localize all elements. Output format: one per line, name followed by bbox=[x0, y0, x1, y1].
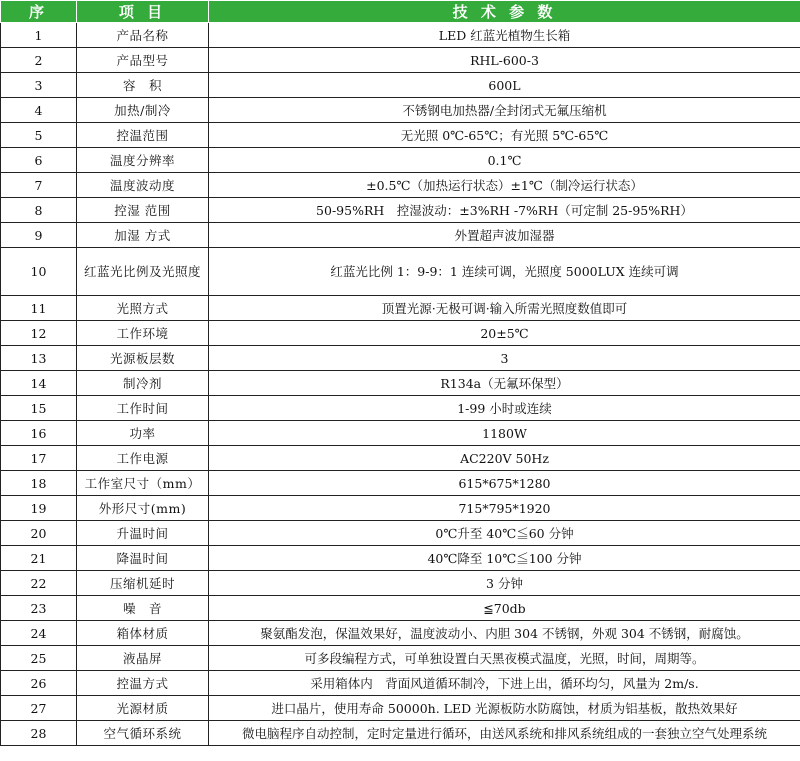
row-value: ±0.5℃（加热运行状态）±1℃（制冷运行状态） bbox=[209, 173, 800, 198]
row-item-name: 红蓝光比例及光照度 bbox=[77, 248, 209, 296]
row-index: 18 bbox=[1, 471, 77, 496]
table-row bbox=[1, 696, 800, 721]
row-value: 不锈钢电加热器/全封闭式无氟压缩机 bbox=[209, 98, 800, 123]
row-value: 0.1℃ bbox=[209, 148, 800, 173]
row-value: 600L bbox=[209, 73, 800, 98]
row-index: 13 bbox=[1, 346, 77, 371]
table-row bbox=[1, 123, 800, 148]
row-index: 9 bbox=[1, 223, 77, 248]
table-row bbox=[1, 73, 800, 98]
table-row bbox=[1, 148, 800, 173]
table-row bbox=[1, 496, 800, 521]
row-value: 采用箱体内 背面风道循环制冷，下进上出，循环均匀，风量为 2m/s. bbox=[209, 671, 800, 696]
row-index: 4 bbox=[1, 98, 77, 123]
row-value: 50-95%RH 控湿波动：±3%RH -7%RH（可定制 25-95%RH） bbox=[209, 198, 800, 223]
row-item-name: 工作室尺寸（mm） bbox=[77, 471, 209, 496]
row-value: 3 bbox=[209, 346, 800, 371]
row-value: 715*795*1920 bbox=[209, 496, 800, 521]
table-row bbox=[1, 721, 800, 746]
table-row bbox=[1, 198, 800, 223]
row-item-name: 温度波动度 bbox=[77, 173, 209, 198]
row-index: 25 bbox=[1, 646, 77, 671]
row-value: ≦70db bbox=[209, 596, 800, 621]
row-item-name: 空气循环系统 bbox=[77, 721, 209, 746]
row-item-name: 工作时间 bbox=[77, 396, 209, 421]
table-row bbox=[1, 248, 800, 296]
table-row bbox=[1, 223, 800, 248]
table-row bbox=[1, 371, 800, 396]
table-row bbox=[1, 396, 800, 421]
row-item-name: 工作环境 bbox=[77, 321, 209, 346]
row-index: 20 bbox=[1, 521, 77, 546]
row-item-name: 液晶屏 bbox=[77, 646, 209, 671]
row-item-name: 控温范围 bbox=[77, 123, 209, 148]
row-index: 1 bbox=[1, 23, 77, 48]
table-row bbox=[1, 621, 800, 646]
row-value: 1-99 小时或连续 bbox=[209, 396, 800, 421]
row-value: 微电脑程序自动控制，定时定量进行循环，由送风系统和排风系统组成的一套独立空气处理系统 bbox=[209, 721, 800, 746]
row-index: 17 bbox=[1, 446, 77, 471]
row-index: 7 bbox=[1, 173, 77, 198]
table-row bbox=[1, 546, 800, 571]
table-row bbox=[1, 421, 800, 446]
row-index: 6 bbox=[1, 148, 77, 173]
table-row bbox=[1, 321, 800, 346]
table-row bbox=[1, 346, 800, 371]
header-item: 项 目 bbox=[77, 1, 209, 23]
row-value: AC220V 50Hz bbox=[209, 446, 800, 471]
table-row bbox=[1, 471, 800, 496]
row-value: R134a（无氟环保型） bbox=[209, 371, 800, 396]
table-header-row bbox=[1, 1, 800, 23]
row-item-name: 压缩机延时 bbox=[77, 571, 209, 596]
row-item-name: 功率 bbox=[77, 421, 209, 446]
row-item-name: 容 积 bbox=[77, 73, 209, 98]
row-item-name: 外形尺寸(mm) bbox=[77, 496, 209, 521]
row-item-name: 降温时间 bbox=[77, 546, 209, 571]
row-index: 21 bbox=[1, 546, 77, 571]
row-index: 14 bbox=[1, 371, 77, 396]
table-row bbox=[1, 48, 800, 73]
header-parameters: 技 术 参 数 bbox=[209, 1, 800, 23]
row-item-name: 工作电源 bbox=[77, 446, 209, 471]
row-item-name: 产品名称 bbox=[77, 23, 209, 48]
header-index: 序 bbox=[1, 1, 77, 23]
row-value: 20±5℃ bbox=[209, 321, 800, 346]
row-item-name: 温度分辨率 bbox=[77, 148, 209, 173]
table-row bbox=[1, 646, 800, 671]
row-value: RHL-600-3 bbox=[209, 48, 800, 73]
row-item-name: 控湿 范围 bbox=[77, 198, 209, 223]
row-index: 8 bbox=[1, 198, 77, 223]
row-value: 1180W bbox=[209, 421, 800, 446]
row-value: 无光照 0℃-65℃；有光照 5℃-65℃ bbox=[209, 123, 800, 148]
row-item-name: 升温时间 bbox=[77, 521, 209, 546]
table-row bbox=[1, 671, 800, 696]
row-item-name: 制冷剂 bbox=[77, 371, 209, 396]
row-item-name: 加湿 方式 bbox=[77, 223, 209, 248]
table-row bbox=[1, 173, 800, 198]
row-index: 28 bbox=[1, 721, 77, 746]
row-value: 聚氨酯发泡，保温效果好，温度波动小、内胆 304 不锈钢，外观 304 不锈钢，耐腐蚀。 bbox=[209, 621, 800, 646]
row-item-name: 控温方式 bbox=[77, 671, 209, 696]
table-row bbox=[1, 521, 800, 546]
row-item-name: 光源板层数 bbox=[77, 346, 209, 371]
row-value: 进口晶片，使用寿命 50000h. LED 光源板防水防腐蚀，材质为铝基板，散热效果好 bbox=[209, 696, 800, 721]
row-item-name: 噪 音 bbox=[77, 596, 209, 621]
row-index: 19 bbox=[1, 496, 77, 521]
table-row bbox=[1, 98, 800, 123]
row-item-name: 光源材质 bbox=[77, 696, 209, 721]
row-value: 可多段编程方式，可单独设置白天黑夜模式温度，光照，时间，周期等。 bbox=[209, 646, 800, 671]
row-value: 外置超声波加湿器 bbox=[209, 223, 800, 248]
table-row bbox=[1, 596, 800, 621]
row-value: LED 红蓝光植物生长箱 bbox=[209, 23, 800, 48]
row-index: 26 bbox=[1, 671, 77, 696]
row-item-name: 加热/制冷 bbox=[77, 98, 209, 123]
row-value: 0℃升至 40℃≦60 分钟 bbox=[209, 521, 800, 546]
row-index: 5 bbox=[1, 123, 77, 148]
row-index: 3 bbox=[1, 73, 77, 98]
row-index: 11 bbox=[1, 296, 77, 321]
row-value: 615*675*1280 bbox=[209, 471, 800, 496]
row-index: 12 bbox=[1, 321, 77, 346]
row-value: 40℃降至 10℃≦100 分钟 bbox=[209, 546, 800, 571]
row-item-name: 光照方式 bbox=[77, 296, 209, 321]
row-index: 27 bbox=[1, 696, 77, 721]
row-item-name: 箱体材质 bbox=[77, 621, 209, 646]
row-index: 23 bbox=[1, 596, 77, 621]
row-index: 22 bbox=[1, 571, 77, 596]
row-index: 24 bbox=[1, 621, 77, 646]
row-index: 2 bbox=[1, 48, 77, 73]
row-index: 16 bbox=[1, 421, 77, 446]
table-row bbox=[1, 446, 800, 471]
table-row bbox=[1, 23, 800, 48]
table-row bbox=[1, 296, 800, 321]
row-value: 红蓝光比例 1：9-9：1 连续可调，光照度 5000LUX 连续可调 bbox=[209, 248, 800, 296]
row-value: 顶置光源·无极可调·输入所需光照度数值即可 bbox=[209, 296, 800, 321]
row-item-name: 产品型号 bbox=[77, 48, 209, 73]
table-row bbox=[1, 571, 800, 596]
row-index: 15 bbox=[1, 396, 77, 421]
row-index: 10 bbox=[1, 248, 77, 296]
row-value: 3 分钟 bbox=[209, 571, 800, 596]
